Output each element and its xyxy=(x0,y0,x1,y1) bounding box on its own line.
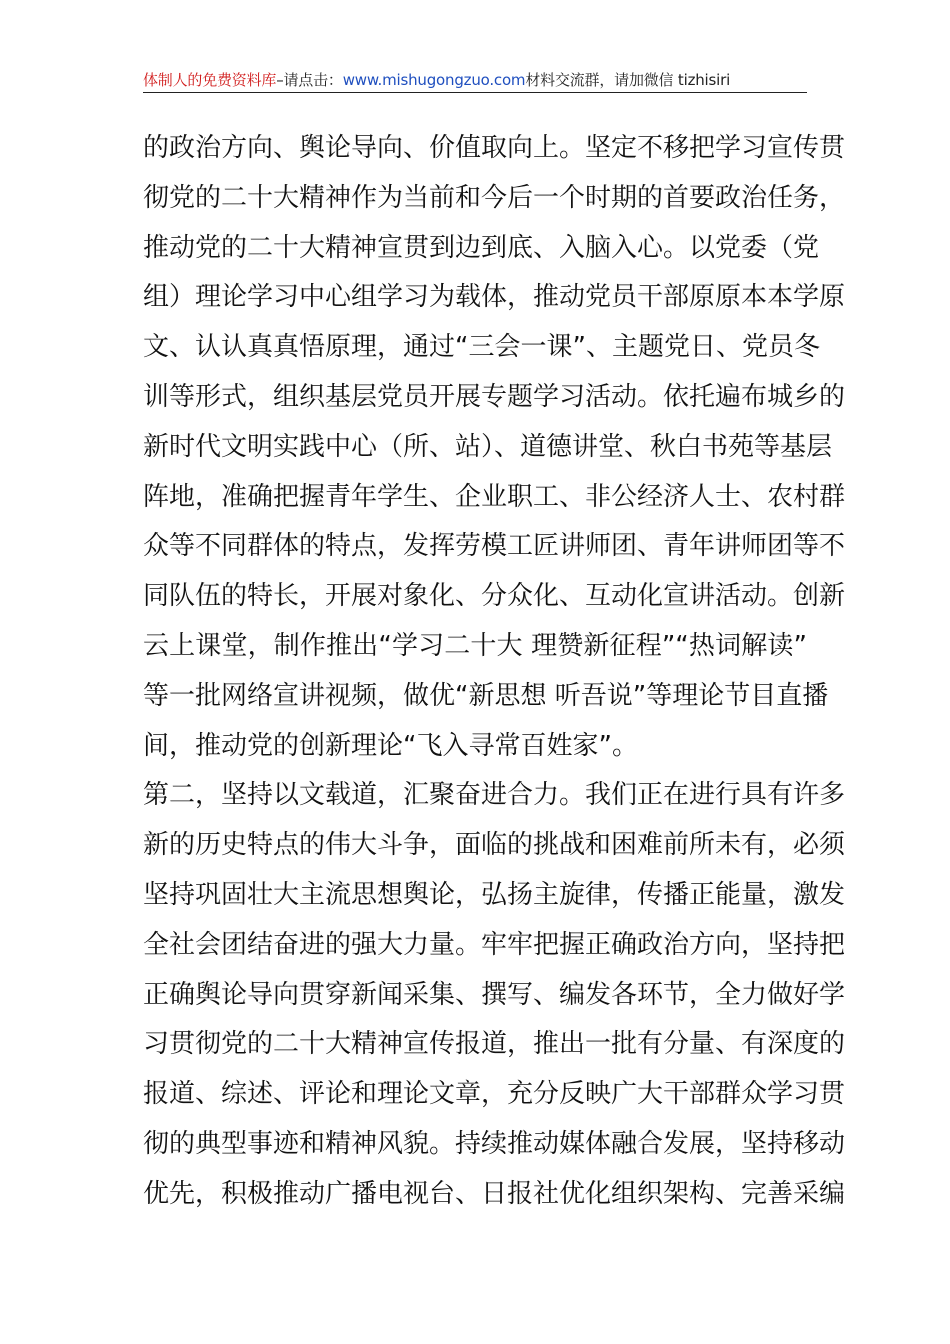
text-line: 彻党的二十大精神作为当前和今后一个时期的首要政治任务， xyxy=(143,182,846,213)
text-line: 习贯彻党的二十大精神宣传报道，推出一批有分量、有深度的 xyxy=(143,1029,846,1060)
text-line: 众等不同群体的特点，发挥劳模工匠讲师团、青年讲师团等不 xyxy=(143,531,846,562)
page-header xyxy=(143,68,807,93)
text-line: 云上课堂，制作推出“学习二十大 理赞新征程”“热词解读” xyxy=(143,630,807,661)
text-line: 新的历史特点的伟大斗争，面临的挑战和困难前所未有，必须 xyxy=(143,830,846,861)
text-line: 优先，积极推动广播电视台、日报社优化组织架构、完善采编 xyxy=(143,1178,846,1209)
text-line: 组）理论学习中心组学习为载体，推动党员干部原原本本学原 xyxy=(143,282,846,313)
text-line: 正确舆论导向贯穿新闻采集、撰写、编发各环节，全力做好学 xyxy=(143,979,846,1010)
text-line: 的政治方向、舆论导向、价值取向上。坚定不移把学习宣传贯 xyxy=(143,133,846,163)
header-separator: –请点击： xyxy=(276,71,343,89)
text-line: 训等形式，组织基层党员开展专题学习活动。依托遍布城乡的 xyxy=(143,381,846,412)
text-line: 报道、综述、评论和理论文章，充分反映广大干部群众学习贯 xyxy=(143,1079,846,1110)
text-line: 全社会团结奋进的强大力量。牢牢把握正确政治方向，坚持把 xyxy=(143,929,846,960)
text-line: 文、认认真真悟原理，通过“三会一课”、主题党日、党员冬 xyxy=(143,332,820,363)
text-line: 新时代文明实践中心（所、站）、道德讲堂、秋白书苑等基层 xyxy=(143,431,833,462)
header-brand: 体制人的免费资料库 xyxy=(143,71,277,89)
text-line: 间，推动党的创新理论“飞入寻常百姓家”。 xyxy=(143,730,638,761)
header-tail-text: 材料交流群，请加微信 tizhisiri xyxy=(525,71,731,89)
text-line: 推动党的二十大精神宣贯到边到底、入脑入心。以党委（党 xyxy=(143,232,820,263)
text-line: 同队伍的特长，开展对象化、分众化、互动化宣讲活动。创新 xyxy=(143,581,846,612)
header-url-link[interactable]: www.mishugongzuo.com xyxy=(342,71,526,89)
text-line: 第二，坚持以文载道，汇聚奋进合力。我们正在进行具有许多 xyxy=(143,780,846,811)
text-line: 等一批网络宣讲视频，做优“新思想 听吾说”等理论节目直播 xyxy=(143,680,829,711)
text-line: 彻的典型事迹和精神风貌。持续推动媒体融合发展，坚持移动 xyxy=(143,1128,846,1159)
document-body xyxy=(143,124,846,1220)
text-line: 阵地，准确把握青年学生、企业职工、非公经济人士、农村群 xyxy=(143,481,846,512)
text-line: 坚持巩固壮大主流思想舆论，弘扬主旋律，传播正能量，激发 xyxy=(143,879,846,910)
